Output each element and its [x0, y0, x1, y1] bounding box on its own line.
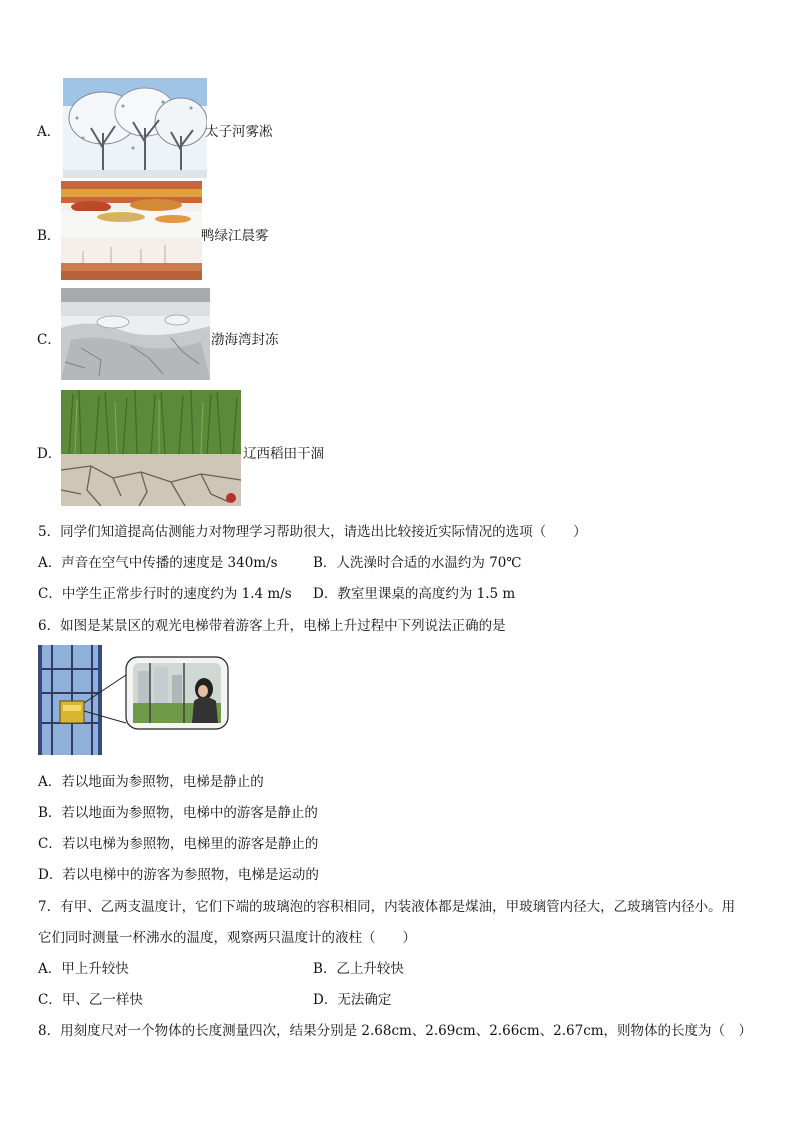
option-caption: 辽西稻田干涸 — [243, 446, 324, 462]
option-c: C．甲、乙一样快 — [38, 992, 143, 1008]
option-d: D．若以电梯中的游客为参照物，电梯是运动的 — [38, 867, 319, 883]
option-caption: 太子河雾凇 — [205, 124, 273, 140]
sightseeing-elevator-photo — [38, 645, 230, 755]
question-stem-line-1: 7．有甲、乙两支温度计，它们下端的玻璃泡的容积相同，内装液体都是煤油，甲玻璃管内径大，乙玻璃管内径小。用 — [38, 899, 736, 915]
option-a: A．若以地面为参照物，电梯是静止的 — [38, 774, 264, 790]
option-b: B．若以地面为参照物，电梯中的游客是静止的 — [38, 805, 318, 821]
dry-paddy-field-photo — [61, 390, 241, 506]
option-b: B．人洗澡时合适的水温约为 70℃ — [313, 555, 522, 571]
option-letter: C． — [37, 332, 61, 348]
option-c: C．若以电梯为参照物，电梯里的游客是静止的 — [38, 836, 319, 852]
option-c: C．中学生正常步行时的速度约为 1.4 m/s — [38, 586, 292, 602]
option-letter: A． — [37, 124, 61, 140]
question-stem: 5．同学们知道提高估测能力对物理学习帮助很大，请选出比较接近实际情况的选项（ ） — [38, 524, 587, 540]
option-letter: D． — [37, 446, 62, 462]
option-letter: B． — [37, 228, 61, 244]
option-a: A．声音在空气中传播的速度是 340m/s — [38, 555, 278, 571]
question-stem: 6．如图是某景区的观光电梯带着游客上升，电梯上升过程中下列说法正确的是 — [38, 618, 506, 634]
question-stem: 8．用刻度尺对一个物体的长度测量四次，结果分别是 2.68cm、2.69cm、2.66cm、2.67cm，则物体的长度为（ ） — [38, 1023, 753, 1039]
option-a: A．甲上升较快 — [38, 961, 129, 977]
option-b: B．乙上升较快 — [313, 961, 404, 977]
rime-frost-trees-photo — [63, 78, 207, 178]
option-caption: 鸭绿江晨雾 — [201, 228, 269, 244]
option-caption: 渤海湾封冻 — [211, 332, 279, 348]
river-morning-fog-photo — [61, 181, 202, 280]
option-d: D．无法确定 — [313, 992, 392, 1008]
question-stem-line-2: 它们同时测量一杯沸水的温度，观察两只温度计的液柱（ ） — [38, 930, 416, 946]
option-d: D．教室里课桌的高度约为 1.5 m — [313, 586, 516, 602]
frozen-bay-photo — [61, 288, 210, 380]
